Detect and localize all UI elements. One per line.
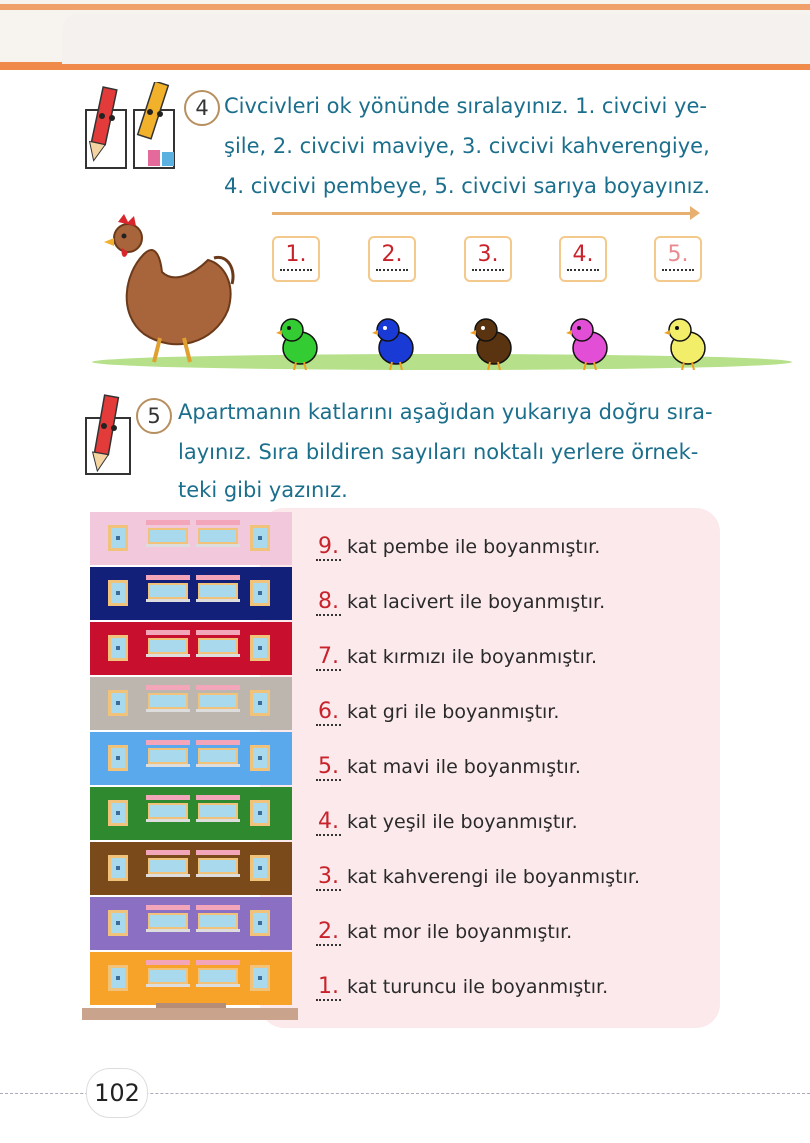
floor-sentence-text: kat yeşil ile boyanmıştır. xyxy=(347,811,578,833)
floor-sentence xyxy=(316,699,559,724)
balcony-icon xyxy=(146,850,190,892)
page-number: 102 xyxy=(86,1068,148,1118)
balcony-icon xyxy=(146,575,190,617)
balcony-icon xyxy=(196,905,240,947)
floor-sentence-text: kat kırmızı ile boyanmıştır. xyxy=(347,646,598,668)
balcony-icon xyxy=(146,960,190,1002)
building-floor xyxy=(90,732,292,785)
window-icon xyxy=(250,965,270,991)
pencil-clipboard-icon xyxy=(84,392,134,482)
window-icon xyxy=(250,800,270,826)
order-box-4-label: 4. xyxy=(567,242,599,271)
window-icon xyxy=(108,745,128,771)
floor-sentence xyxy=(316,644,597,669)
balcony-icon xyxy=(196,795,240,837)
window-icon xyxy=(250,525,270,551)
floor-sentence xyxy=(316,534,600,559)
floor-sentence-text: kat turuncu ile boyanmıştır. xyxy=(347,976,609,998)
direction-arrow-line xyxy=(272,212,692,215)
building-floor xyxy=(90,567,292,620)
building-floor xyxy=(90,677,292,730)
balcony-icon xyxy=(196,520,240,562)
window-icon xyxy=(108,525,128,551)
order-box-5 xyxy=(654,236,702,282)
floor-order-number: 9. xyxy=(318,534,339,559)
window-icon xyxy=(108,910,128,936)
floor-sentence xyxy=(316,919,572,944)
floor-sentence-text: kat gri ile boyanmıştır. xyxy=(347,701,560,723)
floor-sentence xyxy=(316,809,578,834)
balcony-icon xyxy=(196,575,240,617)
order-box-3 xyxy=(464,236,512,282)
building-floor xyxy=(90,787,292,840)
question-5-number: 5 xyxy=(136,398,172,434)
window-icon xyxy=(108,800,128,826)
floor-sentence-text: kat lacivert ile boyanmıştır. xyxy=(347,591,606,613)
floor-sentence-text: kat pembe ile boyanmıştır. xyxy=(347,536,601,558)
floor-order-number: 2. xyxy=(318,919,339,944)
balcony-icon xyxy=(196,740,240,782)
floor-sentence xyxy=(316,589,605,614)
balcony-icon xyxy=(146,685,190,727)
order-box-2 xyxy=(368,236,416,282)
question-5-line-3: teki gibi yazınız. xyxy=(178,478,348,502)
balcony-icon xyxy=(196,630,240,672)
building-floor xyxy=(90,622,292,675)
window-icon xyxy=(108,690,128,716)
hen-icon xyxy=(104,214,240,366)
floor-sentence xyxy=(316,754,581,779)
balcony-icon xyxy=(146,905,190,947)
window-icon xyxy=(250,580,270,606)
order-box-2-label: 2. xyxy=(376,242,408,271)
floor-order-number: 6. xyxy=(318,699,339,724)
building-floor xyxy=(90,512,292,565)
question-5-line-1: Apartmanın katlarını aşağıdan yukarıya doğru sıra- xyxy=(178,400,713,424)
window-icon xyxy=(108,635,128,661)
question-4-line-1: Civcivleri ok yönünde sıralayınız. 1. civcivi ye- xyxy=(224,94,707,118)
floor-order-number: 1. xyxy=(318,974,339,999)
order-box-1 xyxy=(272,236,320,282)
order-box-4 xyxy=(559,236,607,282)
floor-sentence xyxy=(316,974,608,999)
pencil-mascot-icon xyxy=(84,82,180,174)
window-icon xyxy=(108,580,128,606)
window-icon xyxy=(250,635,270,661)
window-icon xyxy=(250,745,270,771)
window-icon xyxy=(250,690,270,716)
order-box-5-label: 5. xyxy=(662,242,694,271)
building-base xyxy=(82,1008,298,1020)
balcony-icon xyxy=(146,740,190,782)
window-icon xyxy=(108,855,128,881)
chick-3-icon xyxy=(470,314,514,370)
order-box-1-label: 1. xyxy=(280,242,312,271)
floor-sentence xyxy=(316,864,640,889)
question-4-line-3: 4. civcivi pembeye, 5. civcivi sarıya boyayınız. xyxy=(224,174,711,198)
building-floor xyxy=(90,842,292,895)
floor-sentence-text: kat mavi ile boyanmıştır. xyxy=(347,756,581,778)
floor-order-number: 5. xyxy=(318,754,339,779)
question-4-number: 4 xyxy=(184,90,220,126)
balcony-icon xyxy=(196,850,240,892)
window-icon xyxy=(250,910,270,936)
chick-4-icon xyxy=(566,314,610,370)
balcony-icon xyxy=(196,960,240,1002)
window-icon xyxy=(108,965,128,991)
floor-sentence-text: kat kahverengi ile boyanmıştır. xyxy=(347,866,641,888)
chick-1-icon xyxy=(276,314,320,370)
top-header-card xyxy=(62,14,810,64)
balcony-icon xyxy=(146,520,190,562)
balcony-icon xyxy=(146,630,190,672)
window-icon xyxy=(250,855,270,881)
chick-5-icon xyxy=(664,314,708,370)
building-floor xyxy=(90,897,292,950)
order-box-3-label: 3. xyxy=(472,242,504,271)
floor-sentence-text: kat mor ile boyanmıştır. xyxy=(347,921,573,943)
balcony-icon xyxy=(146,795,190,837)
floor-order-number: 4. xyxy=(318,809,339,834)
arrow-right-icon xyxy=(690,206,700,220)
building-floor xyxy=(90,952,292,1005)
floor-order-number: 3. xyxy=(318,864,339,889)
balcony-icon xyxy=(196,685,240,727)
floor-order-number: 7. xyxy=(318,644,339,669)
question-4-line-2: şile, 2. civcivi maviye, 3. civcivi kahverengiye, xyxy=(224,134,710,158)
question-5-line-2: layınız. Sıra bildiren sayıları noktalı yerlere örnek- xyxy=(178,440,699,464)
floor-order-number: 8. xyxy=(318,589,339,614)
chick-2-icon xyxy=(372,314,416,370)
